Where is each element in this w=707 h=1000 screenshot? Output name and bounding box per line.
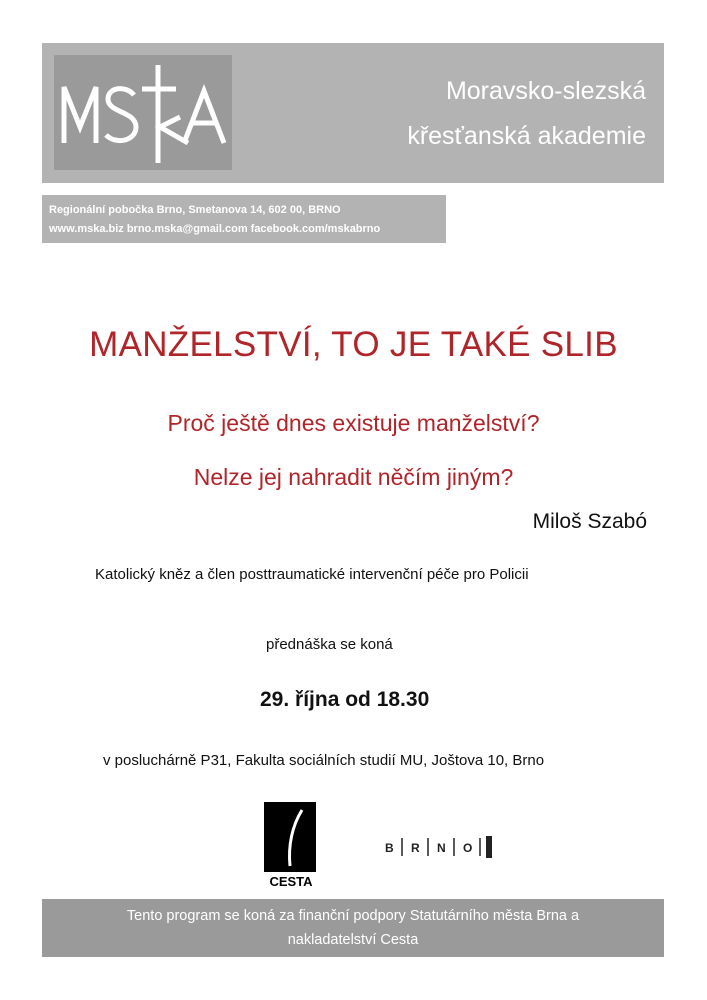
header-banner (42, 43, 664, 183)
brno-logo (378, 834, 496, 860)
event-question-1: Proč ještě dnes existuje manželství? (167, 410, 540, 436)
speaker-description: Katolický kněz a člen posttraumatické intervenční péče pro Policii (95, 566, 529, 583)
mska-logo-icon (54, 55, 232, 170)
cesta-logo-text: CESTA (269, 874, 313, 888)
contact-links: www.mska.biz brno.mska@gmail.com facebook.com/mskabrno (49, 223, 381, 235)
contact-box (42, 195, 446, 243)
org-name-line2: křesťanská akademie (407, 122, 646, 150)
event-question-2: Nelze jej nahradit něčím jiným? (193, 464, 514, 490)
speaker-name: Miloš Szabó (532, 510, 647, 533)
cesta-logo-icon (262, 802, 320, 888)
organization-name (407, 69, 646, 159)
footer-line1: Tento program se koná za finanční podpory Statutárního města Brna a (126, 908, 580, 924)
brno-letter-b: B (385, 841, 394, 855)
event-date: 29. října od 18.30 (260, 688, 430, 711)
footer-line2: nakladatelství Cesta (287, 932, 419, 948)
org-name-line1: Moravsko-slezská (445, 77, 646, 105)
brno-letter-r: R (411, 841, 420, 855)
event-venue: v posluchárně P31, Fakulta sociálních studií MU, Joštova 10, Brno (103, 752, 545, 769)
brno-letter-n: N (437, 841, 446, 855)
lecture-note: přednáška se koná (266, 636, 393, 653)
event-title: MANŽELSTVÍ, TO JE TAKÉ SLIB (89, 325, 618, 364)
mska-logo (54, 55, 232, 170)
brno-letter-o: O (463, 841, 473, 855)
cesta-logo (262, 802, 320, 888)
brno-logo-icon (378, 834, 496, 860)
footer-banner (42, 899, 664, 957)
contact-address: Regionální pobočka Brno, Smetanova 14, 602 00, BRNO (49, 204, 341, 216)
